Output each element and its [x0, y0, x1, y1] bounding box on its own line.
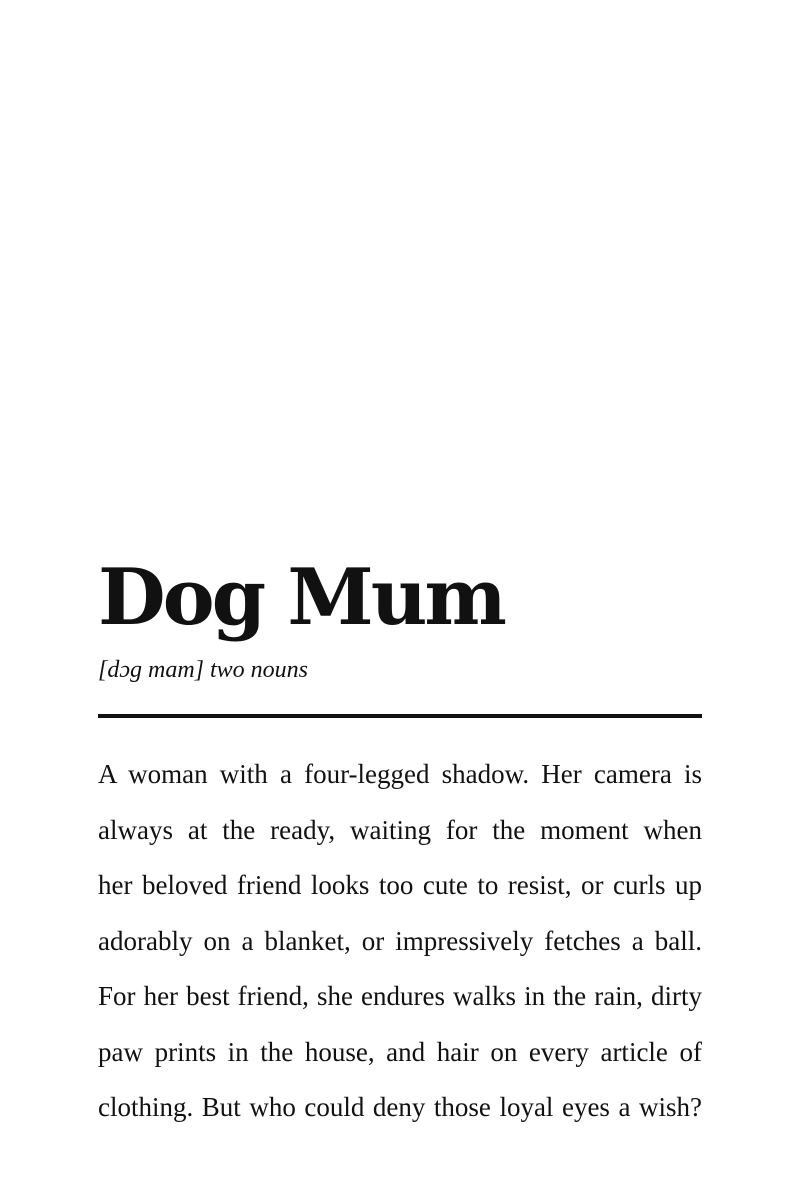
definition-line: clothing. But who could deny those loyal eyes a wish? — [98, 1092, 702, 1122]
definition-line: her beloved friend looks too cute to resist, or curls up — [98, 870, 702, 900]
divider — [98, 714, 702, 718]
pronunciation: [dɔg mam] two nouns — [98, 657, 309, 683]
definition-line: always at the ready, waiting for the moment when — [98, 814, 702, 845]
definition-text — [98, 747, 702, 1136]
definition-line: adorably on a blanket, or impressively fetches a ball. — [98, 925, 702, 956]
definition-line: paw prints in the house, and hair on every article of — [98, 1036, 702, 1067]
page-title: Dog Mum — [98, 552, 504, 643]
definition-line: For her best friend, she endures walks in the rain, dirty — [98, 981, 702, 1011]
definition-line: A woman with a four-legged shadow. Her camera is — [98, 759, 702, 789]
